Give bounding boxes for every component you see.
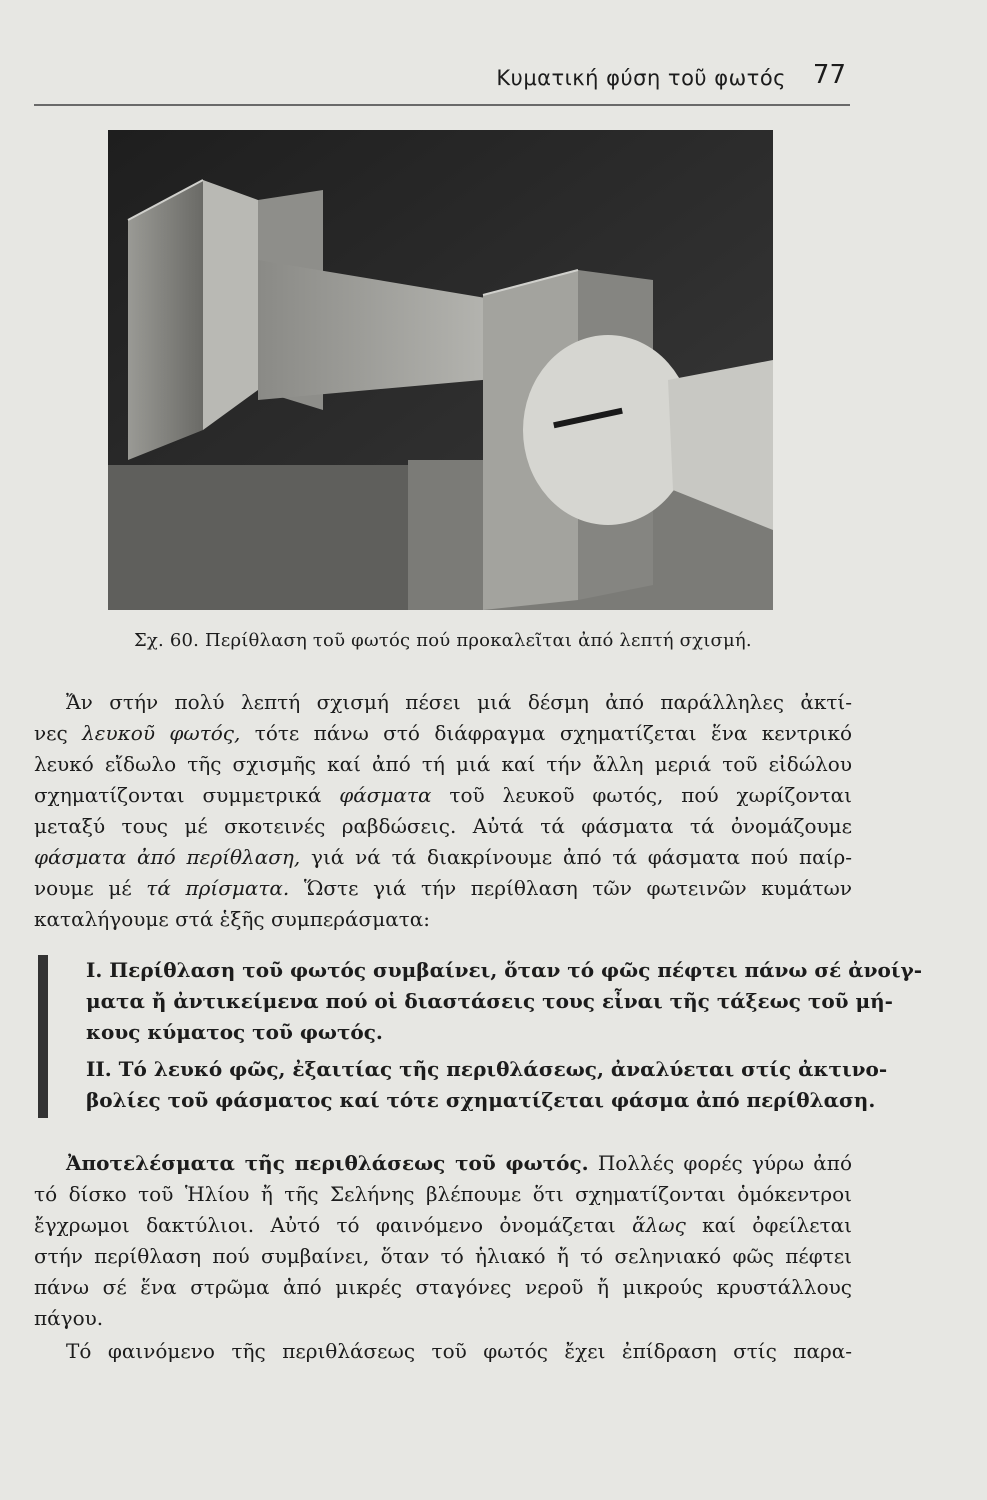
incident-light-disc (523, 335, 693, 525)
paragraph-halo-effects (34, 1148, 852, 1334)
text-line: νες λευκοῦ φωτός, τότε πάνω στό διάφραγμα σχηματίζεται ἕνα κεντρικό (34, 721, 852, 745)
text-line: Τό φαινόμενο τῆς περιθλάσεως τοῦ φωτός ἔχει ἐπίδραση στίς παρα- (66, 1339, 852, 1363)
running-title: Κυματική φύση τοῦ φωτός (496, 66, 786, 90)
text-line: ἔγχρωμοι δακτύλιοι. Αὐτό τό φαινόμενο ὀνομάζεται ἅλως καί ὀφείλεται (34, 1213, 852, 1237)
page-number: 77 (812, 60, 846, 90)
text-line: νουμε μέ τά πρίσματα. Ὥστε γιά τήν περίθλαση τῶν φωτεινῶν κυμάτων (34, 876, 852, 900)
text-line: πάγου. (34, 1306, 104, 1330)
diffraction-slit-illustration (108, 130, 773, 610)
text-line: στήν περίθλαση πού συμβαίνει, ὅταν τό ἡλιακό ἤ τό σεληνιακό φῶς πέφτει (34, 1244, 852, 1268)
text-line: φάσματα ἀπό περίθλαση, γιά νά τά διακρίνουμε ἀπό τά φάσματα πού παίρ- (34, 845, 852, 869)
text-line: τό δίσκο τοῦ Ἡλίου ἤ τῆς Σελήνης βλέπουμε ὅτι σχηματίζονται ὁμόκεντροι (34, 1182, 852, 1206)
figure-caption: Σχ. 60. Περίθλαση τοῦ φωτός πού προκαλεῖται ἀπό λεπτή σχισμή. (134, 630, 752, 651)
text-line: σχηματίζονται συμμετρικά φάσματα τοῦ λευκοῦ φωτός, πού χωρίζονται (34, 783, 852, 807)
text-line: καταλήγουμε στά ἑξῆς συμπεράσματα: (34, 907, 431, 931)
text-line: Ἄν στήν πολύ λεπτή σχισμή πέσει μιά δέσμη ἀπό παράλληλες ἀκτί- (66, 690, 852, 714)
section-heading: Ἀποτελέσματα τῆς περιθλάσεως τοῦ φωτός. (66, 1151, 589, 1175)
paragraph-diffraction-spectra (34, 687, 852, 935)
conclusion-1: I. Περίθλαση τοῦ φωτός συμβαίνει, ὅταν τό φῶς πέφτει πάνω σέ ἀνοίγ- ματα ἤ ἀντικείμενα πού οἱ διαστάσεις τους εἶναι τῆς τάξεως τοῦ μή- κους κύματος τοῦ φωτός. (86, 958, 923, 1044)
margin-bar (38, 955, 48, 1118)
text-line: πάνω σέ ἕνα στρῶμα ἀπό μικρές σταγόνες νεροῦ ἤ μικρούς κρυστάλλους (34, 1275, 852, 1299)
text-line: Ἀποτελέσματα τῆς περιθλάσεως τοῦ φωτός. Πολλές φορές γύρω ἀπό (66, 1151, 852, 1175)
text-line: λευκό εἴδωλο τῆς σχισμῆς καί ἀπό τή μιά καί τήν ἄλλη μεριά τοῦ εἰδώλου (34, 752, 852, 776)
paragraph-continuation (34, 1336, 852, 1367)
figure-60-photograph (108, 130, 773, 610)
text-line: μεταξύ τους μέ σκοτεινές ραβδώσεις. Αὐτά τά φάσματα τά ὀνομάζουμε (34, 814, 852, 838)
running-header (34, 60, 850, 106)
conclusion-2: II. Τό λευκό φῶς, ἐξαιτίας τῆς περιθλάσεως, ἀναλύεται στίς ἀκτινο- βολίες τοῦ φάσματος καί τότε σχηματίζεται φάσμα ἀπό περίθλαση. (86, 1057, 888, 1112)
conclusions-box (34, 955, 923, 1122)
diffraction-screen (128, 180, 203, 460)
